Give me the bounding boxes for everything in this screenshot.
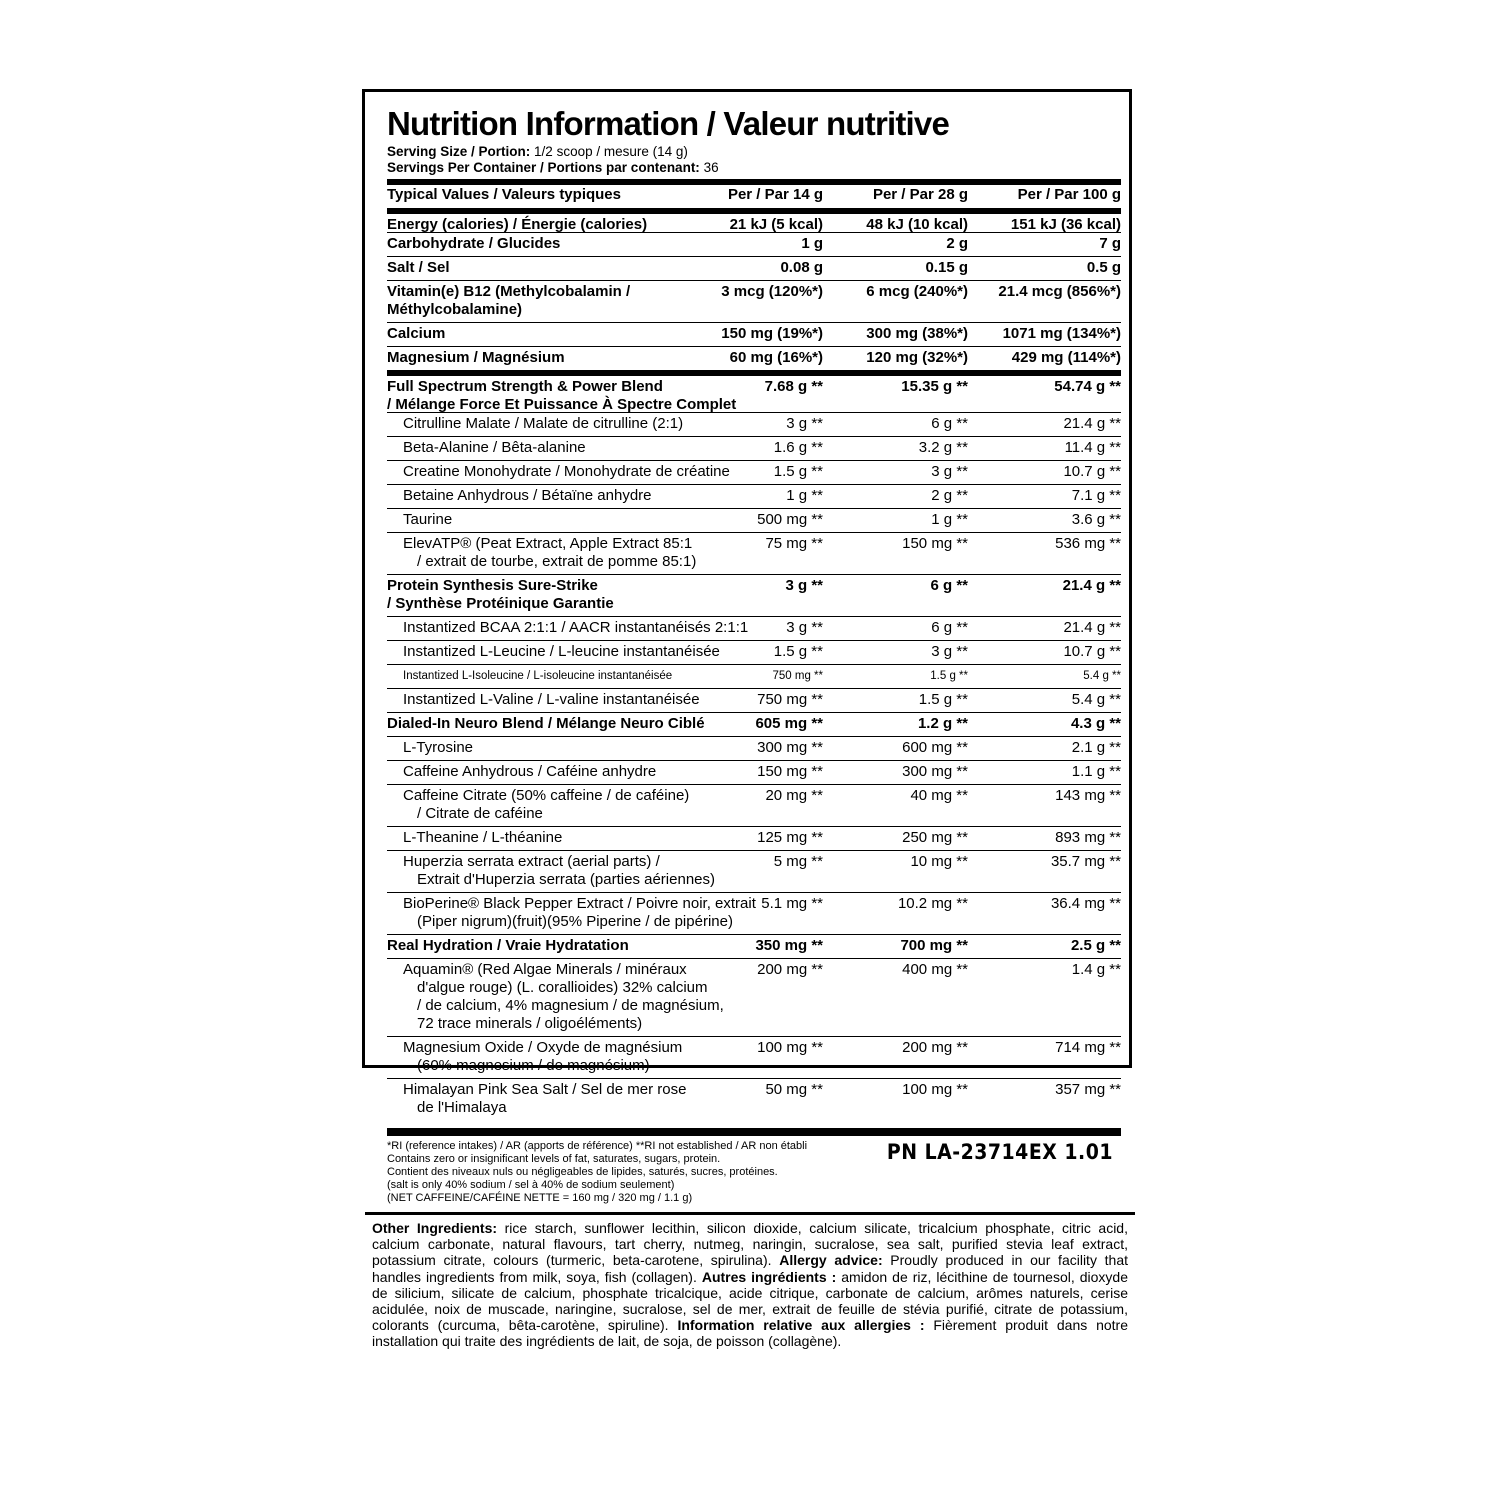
value-v3: 36.4 mg ** xyxy=(1050,895,1121,912)
page-title: Nutrition Information / Valeur nutritive xyxy=(387,105,950,142)
header-col3: Per / Par 100 g xyxy=(1017,186,1121,203)
nutrient-name-line: Citrulline Malate / Malate de citrulline (2:1) xyxy=(403,415,684,432)
nutrient-name xyxy=(403,739,768,757)
nutrient-name-line: d'algue rouge) (L. corallioides) 32% calcium xyxy=(417,979,708,996)
value-v2: 3 g ** xyxy=(931,643,968,660)
nutrient-name xyxy=(387,259,762,277)
nutrient-name-line: Carbohydrate / Glucides xyxy=(387,235,561,252)
value-v3: 429 mg (114%*) xyxy=(1011,349,1121,366)
nutrient-name xyxy=(387,235,762,253)
value-v2: 6 mcg (240%*) xyxy=(866,283,968,300)
nutrient-name-line: BioPerine® Black Pepper Extract / Poivre noir, extrait xyxy=(403,895,756,912)
nutrient-name-line: (Piper nigrum)(fruit)(95% Piperine / de pipérine) xyxy=(417,913,733,930)
value-v1: 75 mg ** xyxy=(765,535,823,552)
value-v2: 700 mg ** xyxy=(900,937,968,954)
value-v2: 3 g ** xyxy=(931,463,968,480)
value-v2: 10 mg ** xyxy=(910,853,968,870)
nutrient-name-line: Extrait d'Huperzia serrata (parties aériennes) xyxy=(417,871,715,888)
nutrient-name xyxy=(387,325,762,343)
value-v2: 6 g ** xyxy=(931,619,968,636)
footnote-line: Contient des niveaux nuls ou négligeables de lipides, saturés, sucres, protéines. xyxy=(387,1166,778,1178)
nutrient-name-line: Vitamin(e) B12 (Methylcobalamin / xyxy=(387,283,631,300)
value-v1: 3 g ** xyxy=(785,577,823,594)
allergy-info-label: Information relative aux allergies : xyxy=(677,1317,925,1334)
value-v3: 7 g xyxy=(1099,235,1121,252)
table-row xyxy=(387,712,1121,736)
nutrient-name xyxy=(403,691,768,709)
nutrient-name-line: Full Spectrum Strength & Power Blend xyxy=(387,378,663,395)
nutrient-name xyxy=(387,937,762,955)
nutrient-name xyxy=(403,787,768,823)
value-v3: 10.7 g ** xyxy=(1063,643,1121,660)
value-v2: 10.2 mg ** xyxy=(897,895,968,912)
nutrient-name-line: Betaine Anhydrous / Bétaïne anhydre xyxy=(403,487,652,504)
header-col1: Per / Par 14 g xyxy=(727,186,823,203)
footnote-line: *RI (reference intakes) / AR (apports de référence) **RI not established / AR non établi xyxy=(387,1140,808,1152)
value-v2: 250 mg ** xyxy=(902,829,968,846)
value-v3: 0.5 g xyxy=(1086,259,1121,276)
value-v2: 1.2 g ** xyxy=(917,715,968,732)
table-row xyxy=(387,934,1121,958)
ingredients-text xyxy=(372,1220,1128,1350)
value-v2: 300 mg (38%*) xyxy=(866,325,968,342)
footnote-line: (NET CAFFEINE/CAFÉINE NETTE = 160 mg / 320 mg / 1.1 g) xyxy=(387,1192,693,1204)
value-v2: 200 mg ** xyxy=(902,1039,968,1056)
nutrient-name-line: L-Theanine / L-théanine xyxy=(403,829,563,846)
nutrient-name-line: Huperzia serrata extract (aerial parts) / xyxy=(403,853,660,870)
table-row xyxy=(387,1036,1121,1078)
value-v1: 1 g ** xyxy=(786,487,823,504)
value-v3: 357 mg ** xyxy=(1055,1081,1121,1098)
nutrient-name-line: Méthylcobalamine) xyxy=(387,301,523,318)
table-row xyxy=(387,760,1121,784)
table-row xyxy=(387,640,1121,664)
nutrient-name-line: (60% magnesium / de magnésium) xyxy=(417,1057,650,1074)
nutrient-name xyxy=(403,439,768,457)
nutrient-name-line: Beta-Alanine / Bêta-alanine xyxy=(403,439,586,456)
table-row xyxy=(387,574,1121,616)
serving-size-value: 1/2 scoop / mesure (14 g) xyxy=(534,144,688,159)
nutrient-name-line: Salt / Sel xyxy=(387,259,450,276)
value-v3: 11.4 g ** xyxy=(1064,439,1121,456)
value-v1: 7.68 g ** xyxy=(764,378,823,395)
nutrient-name xyxy=(403,961,768,1033)
value-v2: 300 mg ** xyxy=(902,763,968,780)
nutrient-name xyxy=(403,511,768,529)
value-v1: 750 mg ** xyxy=(772,670,823,682)
divider xyxy=(365,1212,1135,1215)
nutrient-name-line: 72 trace minerals / oligoéléments) xyxy=(417,1015,643,1032)
value-v3: 151 kJ (36 kcal) xyxy=(1010,216,1121,233)
nutrient-name xyxy=(403,487,768,505)
value-v1: 5 mg ** xyxy=(773,853,823,870)
nutrient-name-line: / extrait de tourbe, extrait de pomme 85:1) xyxy=(417,553,697,570)
nutrient-name xyxy=(403,853,768,889)
nutrient-name-line: Aquamin® (Red Algae Minerals / minéraux xyxy=(403,961,687,978)
allergy-info-text: Fièrement produit dans notre installation qui traite des ingrédients de lait, de soja, de poisson (collagène). xyxy=(372,1317,1128,1350)
value-v1: 1.5 g ** xyxy=(773,463,823,480)
value-v3: 2.5 g ** xyxy=(1070,937,1121,954)
table-row xyxy=(387,532,1121,574)
nutrient-name xyxy=(403,1039,768,1075)
table-row xyxy=(387,280,1121,322)
nutrient-name xyxy=(403,829,768,847)
value-v2: 2 g xyxy=(946,235,968,252)
value-v1: 1 g xyxy=(801,235,823,252)
allergy-label: Allergy advice: xyxy=(779,1252,883,1269)
nutrient-name-line: / Synthèse Protéinique Garantie xyxy=(387,595,614,612)
table-row xyxy=(387,688,1121,712)
value-v3: 35.7 mg ** xyxy=(1050,853,1121,870)
nutrient-name-line: Energy (calories) / Énergie (calories) xyxy=(387,216,648,233)
value-v3: 5.4 g ** xyxy=(1071,691,1121,708)
value-v3: 714 mg ** xyxy=(1055,1039,1121,1056)
value-v2: 48 kJ (10 kcal) xyxy=(866,216,968,233)
value-v3: 536 mg ** xyxy=(1055,535,1121,552)
nutrient-name xyxy=(387,283,762,319)
table-row xyxy=(387,958,1121,1036)
value-v1: 605 mg ** xyxy=(755,715,823,732)
value-v3: 143 mg ** xyxy=(1055,787,1121,804)
value-v2: 1.5 g ** xyxy=(918,691,968,708)
value-v2: 150 mg ** xyxy=(902,535,968,552)
value-v1: 150 mg (19%*) xyxy=(721,325,823,342)
value-v3: 893 mg ** xyxy=(1055,829,1121,846)
value-v1: 350 mg ** xyxy=(755,937,823,954)
value-v1: 0.08 g xyxy=(780,259,823,276)
value-v2: 120 mg (32%*) xyxy=(866,349,968,366)
value-v2: 3.2 g ** xyxy=(918,439,968,456)
value-v1: 1.6 g ** xyxy=(773,439,823,456)
value-v3: 21.4 g ** xyxy=(1063,619,1121,636)
nutrient-name xyxy=(403,643,768,661)
footnote-line: Contains zero or insignificant levels of fat, saturates, sugars, protein. xyxy=(387,1153,721,1165)
value-v1: 750 mg ** xyxy=(757,691,823,708)
value-v2: 40 mg ** xyxy=(910,787,968,804)
nutrient-name-line: Magnesium Oxide / Oxyde de magnésium xyxy=(403,1039,683,1056)
table-row xyxy=(387,736,1121,760)
value-v2: 15.35 g ** xyxy=(901,378,968,395)
value-v1: 300 mg ** xyxy=(757,739,823,756)
value-v2: 400 mg ** xyxy=(902,961,968,978)
table-row xyxy=(387,784,1121,826)
autres-ingredients-text: amidon de riz, lécithine de tournesol, dioxyde de silicium, silicate de calcium, phosphate tricalcique, acide citrique, carbonate de calcium, arômes naturels, cerise acidulée, noix de muscade, naringine, sucralose, sel de mer, extrait de feuille de stévia purifié, citrate de potassium, colorants (curcuma, bêta-carotène, spiruline). xyxy=(372,1268,1128,1334)
value-v2: 600 mg ** xyxy=(902,739,968,756)
value-v3: 4.3 g ** xyxy=(1070,715,1121,732)
nutrient-name-line: Magnesium / Magnésium xyxy=(387,349,565,366)
value-v2: 1.5 g ** xyxy=(930,670,968,682)
table-row xyxy=(387,370,1121,412)
value-v1: 3 g ** xyxy=(786,415,823,432)
value-v1: 3 g ** xyxy=(786,619,823,636)
value-v3: 21.4 g ** xyxy=(1063,415,1121,432)
value-v1: 60 mg (16%*) xyxy=(729,349,823,366)
value-v1: 500 mg ** xyxy=(757,511,823,528)
nutrient-name xyxy=(387,378,762,414)
value-v3: 5.4 g ** xyxy=(1083,670,1121,682)
servings-per-container xyxy=(387,160,719,176)
nutrient-name-line: / Mélange Force Et Puissance À Spectre Complet xyxy=(387,396,737,413)
table-header xyxy=(387,184,1121,208)
value-v2: 100 mg ** xyxy=(902,1081,968,1098)
nutrition-table xyxy=(387,184,1121,1136)
table-row xyxy=(387,232,1121,256)
table-row xyxy=(387,1078,1121,1128)
nutrient-name xyxy=(403,415,768,433)
value-v3: 3.6 g ** xyxy=(1071,511,1121,528)
nutrient-name-line: Dialed-In Neuro Blend / Mélange Neuro Ciblé xyxy=(387,715,705,732)
allergy-text: Proudly produced in our facility that handles ingredients from milk, soya, fish (collagen). xyxy=(372,1252,1128,1285)
table-row xyxy=(387,826,1121,850)
table-row xyxy=(387,322,1121,346)
table-row xyxy=(387,664,1121,688)
nutrient-name xyxy=(403,763,768,781)
nutrition-label xyxy=(362,89,1132,1350)
nutrient-name-line: Calcium xyxy=(387,325,446,342)
nutrient-name-line: Instantized L-Leucine / L-leucine instantanéisée xyxy=(403,643,720,660)
part-number: PN LA-23714EX 1.01 xyxy=(886,1140,1113,1164)
table-row xyxy=(387,346,1121,370)
nutrient-name-line: / Citrate de caféine xyxy=(417,805,543,822)
servings-label: Servings Per Container / Portions par contenant: xyxy=(387,160,700,175)
value-v3: 7.1 g ** xyxy=(1071,487,1121,504)
autres-ingredients-label: Autres ingrédients : xyxy=(701,1268,837,1285)
nutrient-name-line: ElevATP® (Peat Extract, Apple Extract 85:1 xyxy=(403,535,693,552)
value-v1: 100 mg ** xyxy=(757,1039,823,1056)
nutrient-name-line: Instantized L-Isoleucine / L-isoleucine instantanéisée xyxy=(403,670,673,682)
table-row xyxy=(387,436,1121,460)
nutrient-name-line: / de calcium, 4% magnesium / de magnésium, xyxy=(417,997,724,1014)
value-v2: 1 g ** xyxy=(931,511,968,528)
value-v1: 50 mg ** xyxy=(765,1081,823,1098)
header-col0: Typical Values / Valeurs typiques xyxy=(387,186,621,203)
nutrient-name-line: L-Tyrosine xyxy=(403,739,474,756)
table-row xyxy=(387,460,1121,484)
nutrient-name-line: Himalayan Pink Sea Salt / Sel de mer rose xyxy=(403,1081,687,1098)
table-row xyxy=(387,892,1121,934)
nutrient-name xyxy=(403,895,768,931)
other-ingredients-label: Other Ingredients: xyxy=(372,1220,498,1236)
value-v1: 200 mg ** xyxy=(757,961,823,978)
value-v1: 3 mcg (120%*) xyxy=(721,283,823,300)
footnote-line: (salt is only 40% sodium / sel à 40% de sodium seulement) xyxy=(387,1179,675,1191)
value-v2: 2 g ** xyxy=(931,487,968,504)
header-col2: Per / Par 28 g xyxy=(872,186,968,203)
table-row xyxy=(387,850,1121,892)
table-row xyxy=(387,256,1121,280)
value-v3: 21.4 g ** xyxy=(1062,577,1121,594)
value-v2: 6 g ** xyxy=(931,415,968,432)
value-v3: 2.1 g ** xyxy=(1071,739,1121,756)
table-row xyxy=(387,508,1121,532)
nutrient-name-line: Caffeine Anhydrous / Caféine anhydre xyxy=(403,763,657,780)
value-v1: 1.5 g ** xyxy=(773,643,823,660)
value-v1: 5.1 mg ** xyxy=(761,895,823,912)
nutrient-name xyxy=(387,349,762,367)
value-v3: 21.4 mcg (856%*) xyxy=(998,283,1121,300)
table-row xyxy=(387,208,1121,232)
serving-size-label: Serving Size / Portion: xyxy=(387,144,531,159)
value-v1: 125 mg ** xyxy=(757,829,823,846)
value-v1: 21 kJ (5 kcal) xyxy=(729,216,823,233)
nutrient-name xyxy=(387,715,762,733)
table-row xyxy=(387,616,1121,640)
nutrient-name-line: Creatine Monohydrate / Monohydrate de créatine xyxy=(403,463,730,480)
table-row xyxy=(387,484,1121,508)
nutrient-name-line: Instantized L-Valine / L-valine instantanéisée xyxy=(403,691,700,708)
nutrient-name xyxy=(403,463,768,481)
nutrient-name xyxy=(387,577,762,613)
value-v1: 150 mg ** xyxy=(757,763,823,780)
other-ingredients-text: rice starch, sunflower lecithin, silicon dioxide, calcium silicate, tricalcium phosphate, citric acid, calcium carbonate, natural flavours, tart cherry, nutmeg, naringin, sucralose, sea salt, purified stevia leaf extract, potassium citrate, colours (turmeric, beta-carotene, spirulina). xyxy=(372,1220,1128,1269)
nutrient-name xyxy=(403,535,768,571)
nutrient-name-line: de l'Himalaya xyxy=(417,1099,507,1116)
nutrient-name-line: Taurine xyxy=(403,511,453,528)
value-v3: 1.4 g ** xyxy=(1071,961,1121,978)
nutrient-name xyxy=(403,619,768,637)
value-v1: 20 mg ** xyxy=(765,787,823,804)
nutrient-name xyxy=(403,1081,768,1117)
value-v3: 1.1 g ** xyxy=(1071,763,1121,780)
servings-value: 36 xyxy=(703,160,719,175)
divider xyxy=(387,1128,1121,1136)
table-row xyxy=(387,412,1121,436)
nutrient-name xyxy=(403,667,768,685)
value-v3: 1071 mg (134%*) xyxy=(1002,325,1121,342)
nutrient-name-line: Caffeine Citrate (50% caffeine / de caféine) xyxy=(403,787,690,804)
nutrient-name-line: Real Hydration / Vraie Hydratation xyxy=(387,937,629,954)
serving-size xyxy=(387,144,688,160)
value-v2: 6 g ** xyxy=(930,577,968,594)
nutrient-name-line: Protein Synthesis Sure-Strike xyxy=(387,577,598,594)
value-v3: 54.74 g ** xyxy=(1054,378,1121,395)
value-v2: 0.15 g xyxy=(925,259,968,276)
value-v3: 10.7 g ** xyxy=(1063,463,1121,480)
nutrient-name-line: Instantized BCAA 2:1:1 / AACR instantanéisés 2:1:1 xyxy=(403,619,749,636)
